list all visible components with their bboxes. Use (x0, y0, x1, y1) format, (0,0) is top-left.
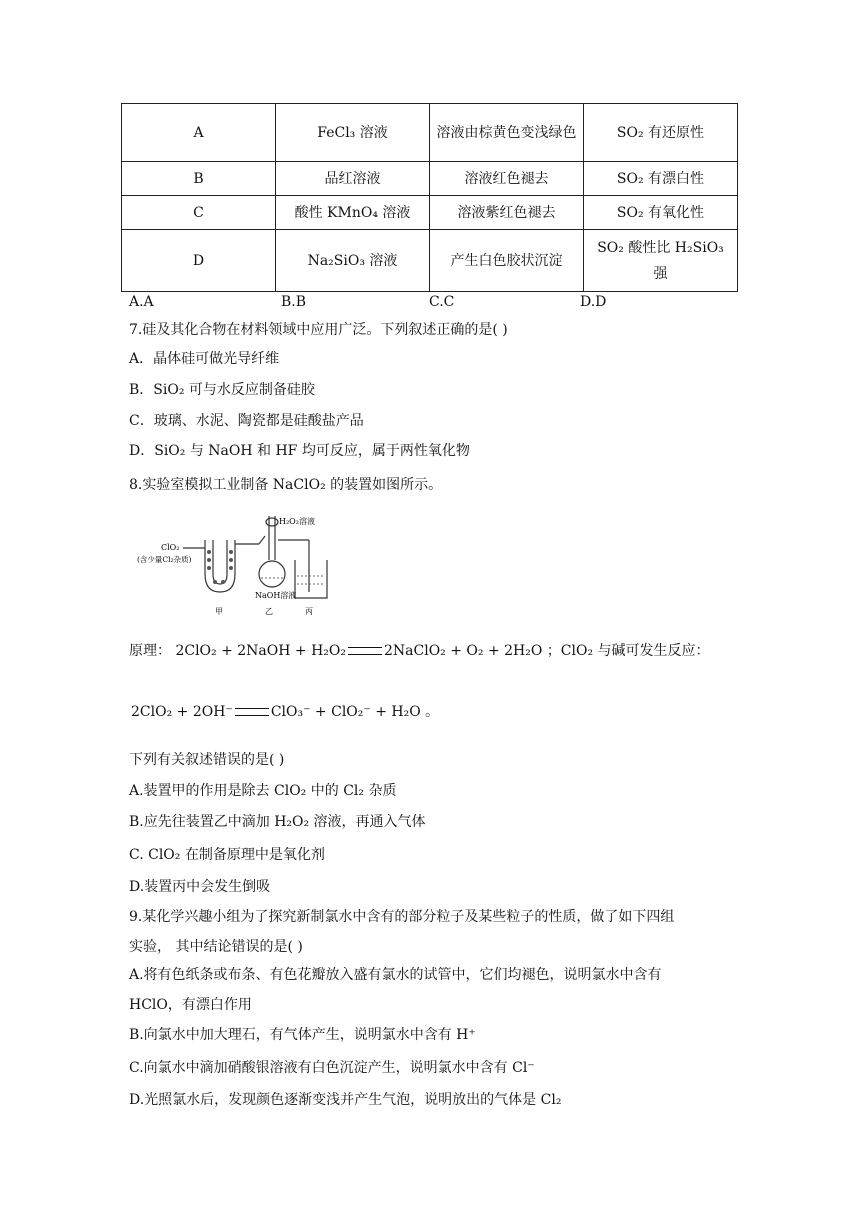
table-cell: 溶液红色褪去 (430, 162, 584, 196)
label-bing: 丙 (305, 607, 313, 616)
label-yi: 乙 (265, 607, 273, 616)
apparatus-figure (135, 512, 345, 618)
label-naoh: NaOH溶液 (255, 591, 297, 600)
cell-text: 溶液由棕黄色变浅绿色 (436, 124, 577, 141)
eq1-right: 2NaClO₂ + O₂ + 2H₂O (384, 643, 543, 659)
table-row (122, 196, 738, 230)
q7-option-c[interactable]: C．玻璃、水泥、陶瓷都是硅酸盐产品 (129, 413, 364, 429)
table-cell: 溶液紫红色褪去 (430, 196, 584, 230)
label-h2o2: H₂O₂溶液 (279, 517, 315, 526)
choice-c[interactable]: C.C (429, 294, 455, 310)
q8-option-b[interactable]: B.应先往装置乙中滴加 H₂O₂ 溶液，再通入气体 (129, 814, 426, 830)
q7-option-b[interactable]: B．SiO₂ 可与水反应制备硅胶 (129, 382, 315, 398)
choice-d[interactable]: D.D (580, 294, 607, 310)
label-impurity: (含少量Cl₂杂质) (137, 555, 192, 564)
eq2-left: 2ClO₂ + 2OH⁻ (131, 704, 233, 720)
principle-label: 原理： (129, 643, 171, 659)
q7-option-a[interactable]: A．晶体硅可做光导纤维 (129, 351, 280, 367)
eq1-tail: ；ClO₂ 与碱可发生反应： (546, 643, 710, 659)
q8-principle (129, 641, 710, 661)
eq1-left: 2ClO₂ + 2NaOH + H₂O₂ (175, 643, 347, 659)
table-cell: D (122, 230, 276, 292)
table-cell: C (122, 196, 276, 230)
label-jia: 甲 (215, 607, 223, 616)
q9-option-a-line1[interactable]: A.将有色纸条或布条、有色花瓣放入盛有氯水的试管中，它们均褪色，说明氯水中含有 (129, 967, 662, 983)
table-row (122, 230, 738, 292)
table-cell: 品红溶液 (276, 162, 430, 196)
q8-option-c[interactable]: C. ClO₂ 在制备原理中是氧化剂 (129, 847, 325, 863)
q9-option-a-line2[interactable]: HClO，有漂白作用 (129, 997, 252, 1013)
table-cell: Na₂SiO₃ 溶液 (276, 230, 430, 292)
table-row (122, 104, 738, 162)
q7-option-d[interactable]: D．SiO₂ 与 NaOH 和 HF 均可反应，属于两性氧化物 (129, 443, 470, 459)
options-table (121, 103, 738, 292)
table-cell: SO₂ 有还原性 (584, 104, 738, 162)
label-clo2: ClO₂ (161, 543, 180, 552)
q9-stem-line2: 实验， 其中结论错误的是( ) (129, 939, 303, 955)
q8-stem: 8.实验室模拟工业制备 NaClO₂ 的装置如图所示。 (129, 477, 443, 493)
table-cell: SO₂ 有漂白性 (584, 162, 738, 196)
q8-ask: 下列有关叙述错误的是( ) (129, 752, 285, 768)
table-cell: B (122, 162, 276, 196)
table-cell: SO₂ 酸性比 H₂SiO₃ 强 (584, 230, 738, 292)
table-cell (430, 104, 584, 162)
q7-stem: 7.硅及其化合物在材料领域中应用广泛。下列叙述正确的是( ) (129, 322, 508, 338)
q8-option-d[interactable]: D.装置丙中会发生倒吸 (129, 879, 271, 895)
table-cell: FeCl₃ 溶液 (276, 104, 430, 162)
q9-stem-line1: 9.某化学兴趣小组为了探究新制氯水中含有的部分粒子及某些粒子的性质，做了如下四组 (129, 909, 675, 925)
eq2-tail: 。 (425, 704, 440, 720)
table-cell: SO₂ 有氧化性 (584, 196, 738, 230)
choice-a[interactable]: A.A (129, 294, 154, 310)
q8-eq2 (131, 702, 439, 722)
table-cell: 产生白色胶状沉淀 (430, 230, 584, 292)
q8-option-a[interactable]: A.装置甲的作用是除去 ClO₂ 中的 Cl₂ 杂质 (129, 783, 397, 799)
eq2-right: ClO₃⁻ + ClO₂⁻ + H₂O (270, 704, 421, 720)
equals-sign (235, 708, 269, 716)
choice-b[interactable]: B.B (281, 294, 307, 310)
table-row (122, 162, 738, 196)
table-cell: 酸性 KMnO₄ 溶液 (276, 196, 430, 230)
q9-option-b[interactable]: B.向氯水中加大理石，有气体产生，说明氯水中含有 H⁺ (129, 1027, 476, 1043)
q9-option-d[interactable]: D.光照氯水后，发现颜色逐渐变浅并产生气泡，说明放出的气体是 Cl₂ (129, 1092, 562, 1108)
q9-option-c[interactable]: C.向氯水中滴加硝酸银溶液有白色沉淀产生，说明氯水中含有 Cl⁻ (129, 1060, 535, 1076)
equals-sign (348, 647, 382, 655)
table-cell: A (122, 104, 276, 162)
